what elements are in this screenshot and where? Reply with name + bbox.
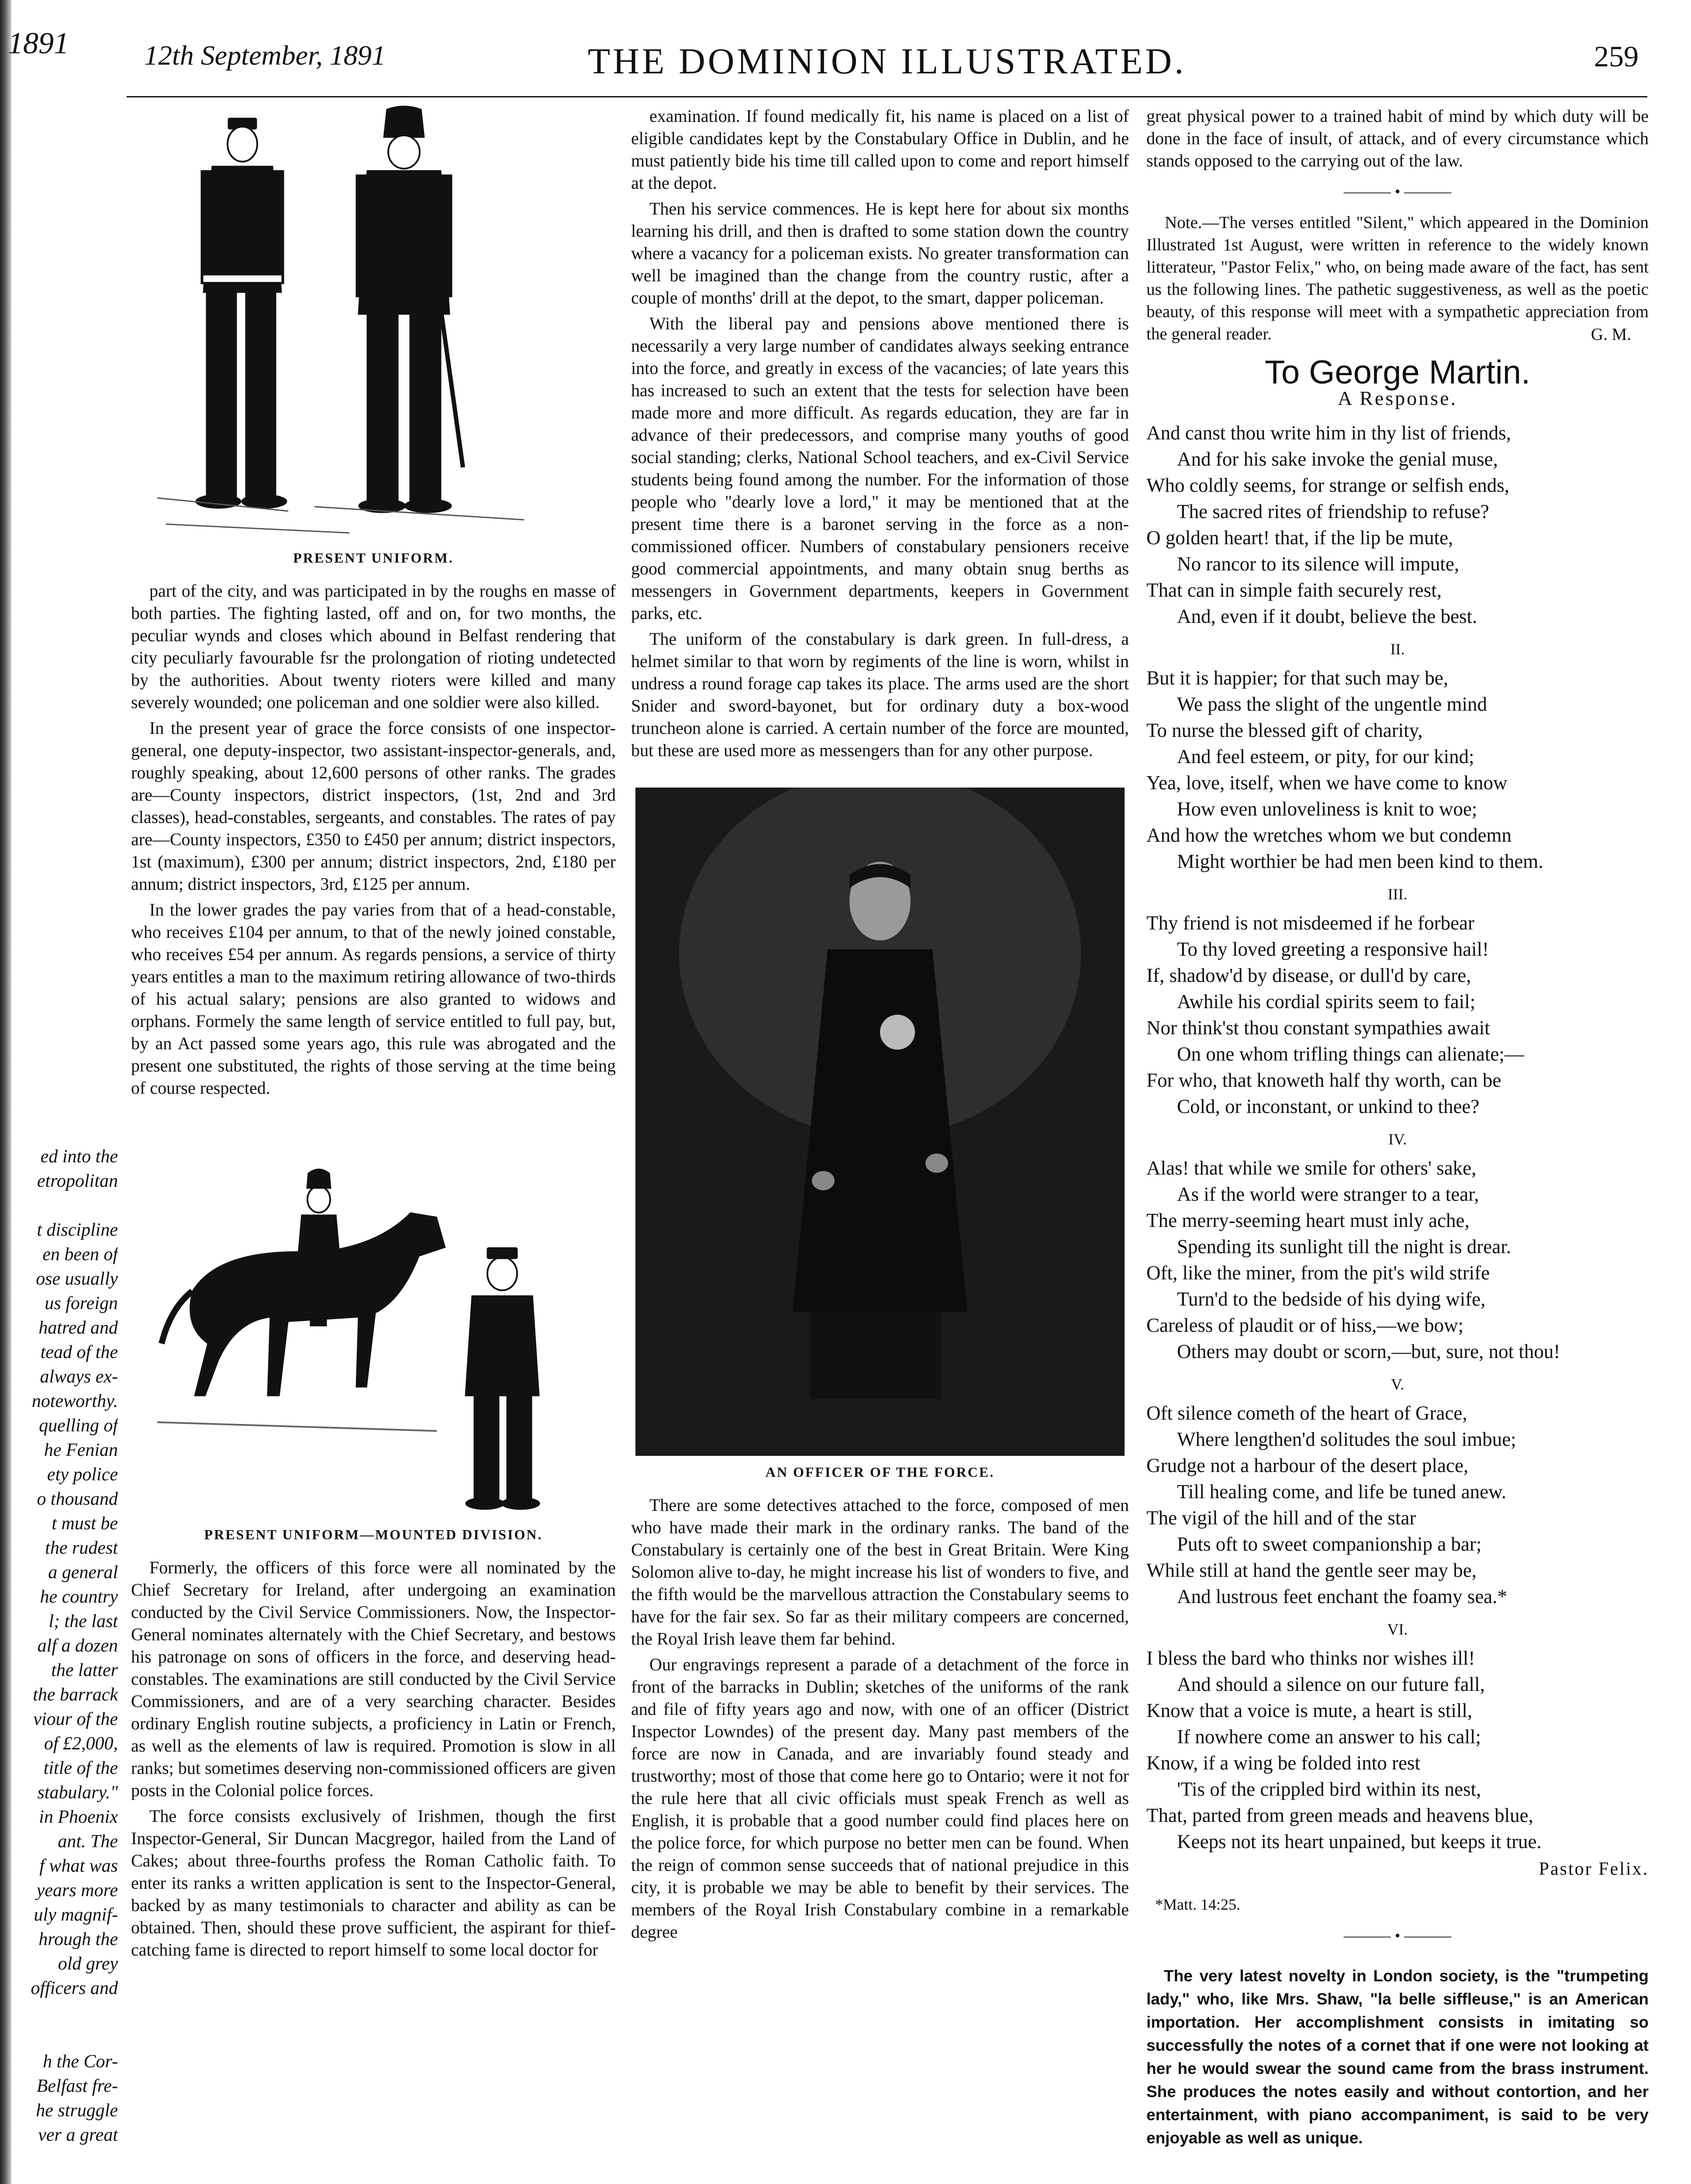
gutter-fragment: hrough the: [38, 1929, 118, 1949]
poem-line: Yea, love, itself, when we have come to know: [1146, 772, 1508, 794]
poem-line: Spending its sunlight till the night is drear.: [1177, 1236, 1511, 1258]
gutter-fragment: o thousand: [37, 1489, 118, 1509]
section-divider: ——— • ———: [1343, 1927, 1452, 1944]
gutter-fragment: etropolitan: [37, 1171, 118, 1191]
poem-line: Might worthier be had men been kind to them.: [1177, 850, 1543, 872]
poem-line: Alas! that while we smile for others' sake,: [1146, 1157, 1477, 1179]
poem-line: To thy loved greeting a responsive hail!: [1177, 938, 1489, 960]
gutter-fragment: years more: [36, 1880, 118, 1901]
poem-line: I bless the bard who thinks nor wishes ill!: [1146, 1647, 1475, 1669]
caption-officer: AN OFFICER OF THE FORCE.: [765, 1464, 995, 1480]
stanza-number: IV.: [1388, 1130, 1407, 1148]
gutter-fragment: us foreign: [45, 1293, 118, 1313]
poem-line: Puts oft to sweet companionship a bar;: [1177, 1533, 1482, 1555]
novelty-paragraph: The very latest novelty in London society, is the "trumpeting lady," who, like Mrs. Shaw, "la belle siffleuse," is an American importation. Her accomplishment consists in imitating so successfully the notes of a cornet that if one were not looking at her he would swear the sound came from the brass instrument. She produces the notes easily and without contortion, and her entertainment, with piano accompaniment, is said to be very enjoyable as well as unique.: [1146, 1967, 1649, 2147]
caption-mounted-division: PRESENT UNIFORM—MOUNTED DIVISION.: [204, 1527, 543, 1542]
gutter-fragment: noteworthy.: [31, 1391, 118, 1411]
gutter-fragment: he struggle: [36, 2101, 118, 2121]
caption-present-uniform: PRESENT UNIFORM.: [293, 550, 454, 566]
poem-line: For who, that knoweth half thy worth, can be: [1146, 1069, 1501, 1091]
article-paragraph: Formerly, the officers of this force were all nominated by the Chief Secretary for Ireland, after undergoing an examination conducted by the Civil Service Commissioners. Now, the Inspector-General nominates alternately with the Chief Secretary, and bestows his patronage on sons of officers in the force, and deserving head-constables. The examinations are still conducted by the Civil Service Commissioners, and are of a very searching character. Besides ordinary English routine subjects, a proficiency in Latin or French, as well as the elements of law is required. Promotion is slow in all ranks; but sometimes deserving non-commissioned officers are given posts in the Colonial police forces.: [131, 1558, 616, 1800]
mounted-division-illustration: [131, 1116, 616, 1518]
gutter-fragment: Belfast fre-: [36, 2076, 118, 2096]
poem-line: Where lengthen'd solitudes the soul imbue;: [1177, 1428, 1516, 1450]
gutter-fragment: alf a dozen: [37, 1636, 118, 1656]
gutter-fragment: the latter: [51, 1660, 118, 1680]
article-paragraph: The force consists exclusively of Irishmen, though the first Inspector-General, Sir Duncan Macgregor, hailed from the Land of Cakes; about three-fourths profess the Roman Catholic faith. To enter its ranks a written application is sent to the Inspector-General, backed by as many testimonials to character and ability as can be obtained. Then, should these prove sufficient, the aspirant for thief-catching fame is directed to report himself to some local doctor for: [131, 1806, 616, 1959]
article-text-block: [631, 105, 1129, 761]
gutter-fragment: f what was: [39, 1856, 118, 1876]
poem-line: Know, if a wing be folded into rest: [1146, 1752, 1420, 1774]
gutter-fragment: ver a great: [38, 2125, 118, 2145]
poem-line: And canst thou write him in thy list of friends,: [1146, 422, 1511, 444]
article-paragraph: Then his service commences. He is kept here for about six months learning his drill, and then is drafted to some station down the country where a vacancy for a policeman exists. No greater transformation can well be imagined than the change from the country rustic, after a couple of months' drill at the depot, to the smart, dapper policeman.: [631, 199, 1129, 308]
gutter-fragment: the barrack: [33, 1685, 118, 1705]
gutter-fragment: viour of the: [33, 1709, 118, 1729]
poem-line: Grudge not a harbour of the desert place,: [1146, 1455, 1469, 1476]
mounted-constable-drawing: [131, 1116, 616, 1518]
poem-line: And how the wretches whom we but condemn: [1146, 824, 1512, 846]
gutter-fragment: hatred and: [38, 1318, 118, 1338]
previous-page-number: 1891: [8, 27, 69, 60]
gutter-fragment: [13, 2025, 118, 2049]
gutter-fragment: always ex-: [40, 1367, 118, 1387]
poem-line: Careless of plaudit or of hiss,—we bow;: [1146, 1314, 1464, 1336]
poem-line: Awhile his cordial spirits seem to fail;: [1177, 991, 1476, 1013]
poem-line: But it is happier; for that such may be,: [1146, 667, 1449, 689]
poem-line: That, parted from green meads and heavens blue,: [1146, 1804, 1533, 1826]
poem-line: And lustrous feet enchant the foamy sea.*: [1177, 1586, 1508, 1607]
issue-date: 12th September, 1891: [144, 40, 386, 71]
poem-line: On one whom trifling things can alienate;—: [1177, 1043, 1524, 1065]
gutter-fragment: a general: [48, 1562, 118, 1583]
poem-line: The vigil of the hill and of the star: [1146, 1507, 1416, 1529]
poem-line: Know that a voice is mute, a heart is still,: [1146, 1700, 1473, 1721]
article-paragraph: The uniform of the constabulary is dark green. In full-dress, a helmet similar to that worn by regiments of the line is worn, whilst in undress a round forage cap takes its place. The arms used are the short Snider and sword-bayonet, but for ordinary duty a box-wood truncheon alone is carried. A certain number of the force are mounted, but these are used more as messengers than for any other purpose.: [631, 629, 1129, 760]
stanza-number: III.: [1387, 885, 1408, 903]
poem-line: O golden heart! that, if the lip be mute,: [1146, 527, 1453, 549]
gutter-fragment: ant. The: [58, 1832, 118, 1852]
book-spine-shadow: [0, 0, 11, 2184]
publication-title: THE DOMINION ILLUSTRATED.: [587, 41, 1187, 82]
article-paragraph: Our engravings represent a parade of a detachment of the force in front of the barracks in Dublin; sketches of the uniforms of the rank and file of fifty years ago and now, with one of an officer (District Inspector Lowndes) of the present day. Many past members of the force are now in Canada, and are invariably found steady and trustworthy; most of those that come here go to Ontario; were it not for the rule here that all civic officials must speak French as well as English, it is probable that a good number could find places here on the police force, for which purpose no better men can be found. When the reign of common sense succeeds that of national prejudice in this city, it is probable we may be able to benefit by their services. The members of the Royal Irish Constabulary combine in a remarkable degree: [631, 1655, 1129, 1942]
article-paragraph: part of the city, and was participated in by the roughs en masse of both parties. The fighting lasted, off and on, for two months, the peculiar wynds and closes which abound in Belfast rendering that city peculiarly favourable fsr the prolongation of rioting undetected by the authorities. About twenty rioters were killed and many severely wounded; one policeman and one soldier were also killed.: [131, 581, 616, 712]
officer-photograph: [635, 788, 1125, 1456]
gutter-fragment: title of the: [43, 1758, 118, 1778]
poem-line: How even unloveliness is knit to woe;: [1177, 798, 1477, 820]
poem-line: We pass the slight of the ungentle mind: [1177, 693, 1487, 715]
gutter-fragment: ed into the: [40, 1147, 118, 1167]
poem-line: Cold, or inconstant, or unkind to thee?: [1177, 1095, 1480, 1117]
gutter-fragment: stabulary.": [37, 1783, 118, 1803]
poem-line: Who coldly seems, for strange or selfish ends,: [1146, 474, 1510, 496]
article-text-block: [131, 1556, 616, 1961]
gutter-fragment: quelling of: [39, 1416, 118, 1436]
two-constables-drawing: [131, 105, 616, 542]
poem-line: If, shadow'd by disease, or dull'd by care,: [1146, 964, 1471, 986]
article-text-block: [631, 1494, 1129, 1943]
article-paragraph: examination. If found medically fit, his name is placed on a list of eligible candidates kept by the Constabulary Office in Dublin, and he must patiently bide his time till called upon to come and report himself at the depot.: [631, 106, 1129, 193]
poem-line: Till healing come, and life be tuned anew.: [1177, 1481, 1506, 1503]
previous-page-text-fragments: [13, 1144, 118, 2147]
poem-title: To George Martin.: [1264, 354, 1531, 391]
gutter-fragment: [13, 1193, 118, 1218]
gutter-fragment: of £2,000,: [44, 1734, 118, 1754]
gutter-fragment: [13, 2001, 118, 2025]
stanza-number: V.: [1391, 1375, 1405, 1393]
gutter-fragment: the rudest: [45, 1538, 118, 1558]
poem-body: [1146, 420, 1649, 1855]
gutter-fragment: tead of the: [40, 1342, 118, 1362]
poem-line: Thy friend is not misdeemed if he forbear: [1146, 912, 1475, 934]
poem-line: Oft silence cometh of the heart of Grace,: [1146, 1402, 1467, 1424]
gutter-fragment: l; the last: [48, 1611, 118, 1631]
poem-line: To nurse the blessed gift of charity,: [1146, 719, 1423, 741]
editor-note-text: Note.—The verses entitled "Silent," which appeared in the Dominion Illustrated 1st August, were written in reference to the widely known litterateur, "Pastor Felix," who, on being made aware of the fact, has sent us the following lines. The pathetic suggestiveness, as well as the poetic beauty, of this response will meet with a sympathetic appreciation from the general reader.: [1146, 213, 1649, 343]
poem-line: The sacred rites of friendship to refuse?: [1177, 501, 1489, 522]
poem-subtitle: A Response.: [1338, 387, 1457, 409]
article-paragraph: There are some detectives attached to the force, composed of men who have made their mark in the ordinary ranks. The band of the Constabulary is certainly one of the best in Great Britain. Were King Solomon alive to-day, he might increase his list of wonders to five, and the fifth would be the marvellous attraction the Constabulary seems to have for the fair sex. So far as their military compeers are concerned, the Royal Irish leave them far behind.: [631, 1495, 1129, 1648]
poem-line: If nowhere come an answer to his call;: [1177, 1726, 1481, 1748]
poem-author: Pastor Felix.: [1539, 1859, 1649, 1879]
poem-line: Keeps not its heart unpained, but keeps it true.: [1177, 1831, 1542, 1852]
poem-line: And for his sake invoke the genial muse,: [1177, 448, 1498, 470]
poem-line: While still at hand the gentle seer may be,: [1146, 1559, 1477, 1581]
poem-line: Oft, like the miner, from the pit's wild strife: [1146, 1262, 1490, 1284]
column-2: [631, 105, 1129, 1946]
editor-note: [1146, 211, 1649, 346]
section-divider: ——— • ———: [1343, 183, 1452, 200]
gutter-fragment: ose usually: [36, 1269, 118, 1289]
article-text-block: [131, 580, 616, 1099]
stanza-number: II.: [1390, 640, 1405, 658]
poem-line: Turn'd to the bedside of his dying wife,: [1177, 1288, 1486, 1310]
present-uniform-illustration: [131, 105, 616, 542]
gutter-fragment: en been of: [42, 1244, 118, 1265]
column-1: [131, 105, 616, 1964]
poem-line: And feel esteem, or pity, for our kind;: [1177, 746, 1474, 767]
gutter-fragment: he Fenian: [44, 1440, 118, 1460]
gutter-fragment: he country: [40, 1587, 118, 1607]
article-conclusion: great physical power to a trained habit of mind by which duty will be done in the face of insult, of attack, and of every circumstance which stands opposed to the carrying out of the law.: [1146, 106, 1649, 170]
article-paragraph: In the present year of grace the force consists of one inspector-general, one deputy-inspector, two assistant-inspector-generals, and, roughly speaking, about 12,600 persons of other ranks. The grades are—County inspectors, district inspectors, (1st, 2nd and 3rd classes), head-constables, sergeants, and constables. The rates of pay are—County inspectors, £350 to £450 per annum; district inspectors, 1st (maximum), £300 per annum; district inspectors, 2nd, £180 per annum; district inspectors, 3rd, £125 per annum.: [131, 718, 616, 894]
officer-portrait: [635, 788, 1125, 1456]
gutter-fragment: t discipline: [37, 1220, 118, 1240]
gutter-fragment: uly magnif-: [34, 1905, 118, 1925]
gutter-fragment: t must be: [52, 1514, 118, 1534]
poem-line: Nor think'st thou constant sympathies await: [1146, 1017, 1490, 1039]
gutter-fragment: old grey: [58, 1954, 118, 1974]
column-3: [1146, 105, 1649, 2149]
poem-line: 'Tis of the crippled bird within its nest,: [1177, 1778, 1481, 1800]
note-initials: G. M.: [1591, 325, 1631, 344]
poem-line: And, even if it doubt, believe the best.: [1177, 605, 1477, 627]
gutter-fragment: in Phoenix: [39, 1807, 118, 1827]
gutter-fragment: h the Cor-: [43, 2052, 118, 2072]
gutter-fragment: officers and: [31, 1978, 118, 1998]
poem-line: No rancor to its silence will impute,: [1177, 553, 1460, 575]
poem-line: That can in simple faith securely rest,: [1146, 579, 1442, 601]
left-gutter: [0, 0, 118, 2184]
stanza-number: VI.: [1387, 1621, 1408, 1638]
poem-line: As if the world were stranger to a tear,: [1177, 1183, 1479, 1205]
poem-line: The merry-seeming heart must inly ache,: [1146, 1209, 1470, 1231]
page-number: 259: [1594, 40, 1639, 73]
masthead: [127, 31, 1647, 97]
poem-footnote: *Matt. 14:25.: [1155, 1896, 1240, 1913]
poem-line: And should a silence on our future fall,: [1177, 1673, 1485, 1695]
article-paragraph: In the lower grades the pay varies from that of a head-constable, who receives £104 per annum, to that of the newly joined constable, who receives £54 per annum. As regards pensions, a service of thirty years entitles a man to the maximum retiring allowance of two-thirds of his actual salary; pensions are also granted to widows and orphans. Formely the same length of service entitled to full pay, but, by an Act passed some years ago, this rule was abrogated and the present one substituted, the rights of those serving at the time being of course respected.: [131, 900, 616, 1098]
article-paragraph: With the liberal pay and pensions above mentioned there is necessarily a very large number of candidates always seeking entrance into the force, and greatly in excess of the vacancies; of late years this has increased to such an extent that the tests for selection have been made more and more difficult. As regards education, they are far in advance of their predecessors, and comprise many youths of good social standing; clerks, National School teachers, and ex-Civil Service students being found among the number. For the information of those people who "dearly love a lord," it may be mentioned that at the present time there is a baronet serving in the force as a non-commissioned officer. Numbers of constabulary pensioners receive good commercial appointments, and many obtain snug berths as messengers in Government departments, keepers in Government parks, etc.: [631, 314, 1129, 623]
poem-line: Others may doubt or scorn,—but, sure, not thou!: [1177, 1341, 1560, 1362]
gutter-fragment: ety police: [47, 1465, 118, 1485]
